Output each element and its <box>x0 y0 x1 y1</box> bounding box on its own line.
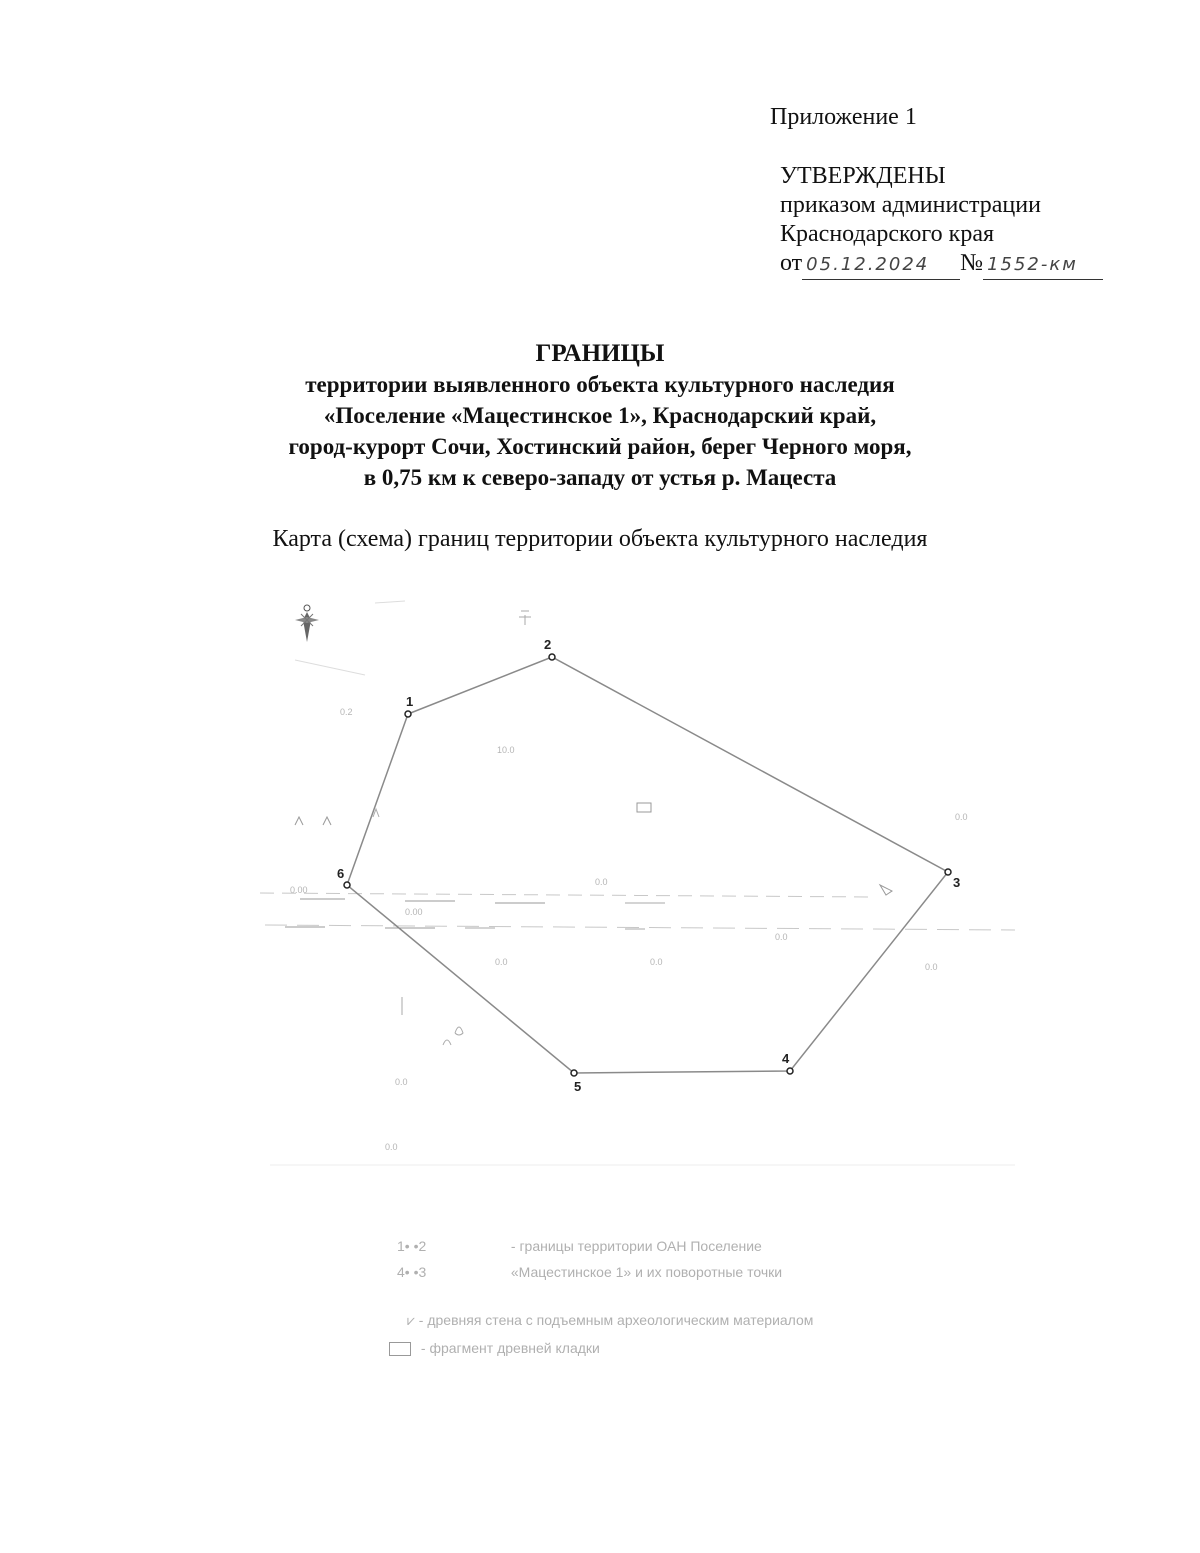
boundary-point-label-5: 5 <box>574 1079 582 1094</box>
svg-text:0.0: 0.0 <box>595 877 608 887</box>
approval-block <box>780 162 1103 280</box>
boundary-point-5 <box>571 1070 577 1076</box>
svg-text:0.0: 0.0 <box>650 957 663 967</box>
boundary-point-label-2: 2 <box>544 637 552 652</box>
wall-symbol-icon: ⩗ <box>407 1312 415 1328</box>
boundary-polygon <box>347 657 948 1073</box>
legend-points-text: «Мацестинское 1» и их поворотные точки <box>510 1264 783 1280</box>
boundary-point-label-1: 1 <box>406 694 414 709</box>
number-prefix: № <box>960 250 984 276</box>
masonry-symbol-icon <box>389 1342 411 1356</box>
legend-boundary-text: - границы территории ОАН Поселение <box>510 1238 762 1254</box>
boundary-point-1 <box>405 711 411 717</box>
boundary-point-label-3: 3 <box>953 875 961 890</box>
legend-masonry-text: - фрагмент древней кладки <box>420 1340 600 1356</box>
legend-row-wall <box>407 1312 813 1329</box>
title-main: ГРАНИЦЫ <box>535 340 665 367</box>
title-line-2: «Поселение «Мацестинское 1», Краснодарский край, <box>323 403 877 428</box>
svg-text:0.0: 0.0 <box>925 962 938 972</box>
appendix-label: Приложение 1 <box>770 104 917 130</box>
boundary-point-label-4: 4 <box>782 1051 790 1066</box>
svg-text:0.0: 0.0 <box>385 1142 398 1152</box>
boundary-layer <box>337 637 960 1094</box>
legend-wall-text: - древняя стена с подъемным археологическим материалом <box>418 1312 814 1328</box>
svg-text:0.0: 0.0 <box>495 957 508 967</box>
boundary-point-2 <box>549 654 555 660</box>
boundary-point-label-6: 6 <box>337 866 345 881</box>
legend-row-masonry <box>389 1340 600 1356</box>
title-line-1: территории выявленного объекта культурного наследия <box>305 372 895 397</box>
boundary-point-4 <box>787 1068 793 1074</box>
svg-text:0.0: 0.0 <box>955 812 968 822</box>
title-line-4: в 0,75 км к северо-западу от устья р. Мацеста <box>363 465 837 490</box>
order-date: 05.12.2024 <box>802 250 960 280</box>
north-arrow-icon <box>295 605 319 642</box>
boundary-point-3 <box>945 869 951 875</box>
order-date-line <box>780 249 1103 280</box>
title-line-3: город-курорт Сочи, Хостинский район, берег Черного моря, <box>288 434 912 459</box>
svg-text:0.0: 0.0 <box>775 932 788 942</box>
map-background-details <box>260 601 1015 1165</box>
approved-label: УТВЕРЖДЕНЫ <box>780 163 946 189</box>
map-caption: Карта (схема) границ территории объекта культурного наследия <box>272 526 928 552</box>
document-title <box>0 338 1200 493</box>
svg-text:0.0: 0.0 <box>395 1077 408 1087</box>
legend-row-points <box>397 1264 782 1280</box>
boundary-map <box>255 585 1025 1195</box>
svg-text:0.00: 0.00 <box>405 907 423 917</box>
legend-row-boundary <box>397 1238 762 1254</box>
svg-text:10.0: 10.0 <box>497 745 515 755</box>
region-label: Краснодарского края <box>780 221 995 247</box>
svg-text:0.00: 0.00 <box>290 885 308 895</box>
legend-boundary-symbol: 1• •2 <box>397 1238 427 1254</box>
boundary-point-6 <box>344 882 350 888</box>
order-number: 1552-км <box>983 250 1103 280</box>
order-label: приказом администрации <box>780 192 1041 218</box>
legend-points-symbol: 4• •3 <box>397 1264 427 1280</box>
svg-text:0.2: 0.2 <box>340 707 353 717</box>
from-prefix: от <box>780 250 803 276</box>
